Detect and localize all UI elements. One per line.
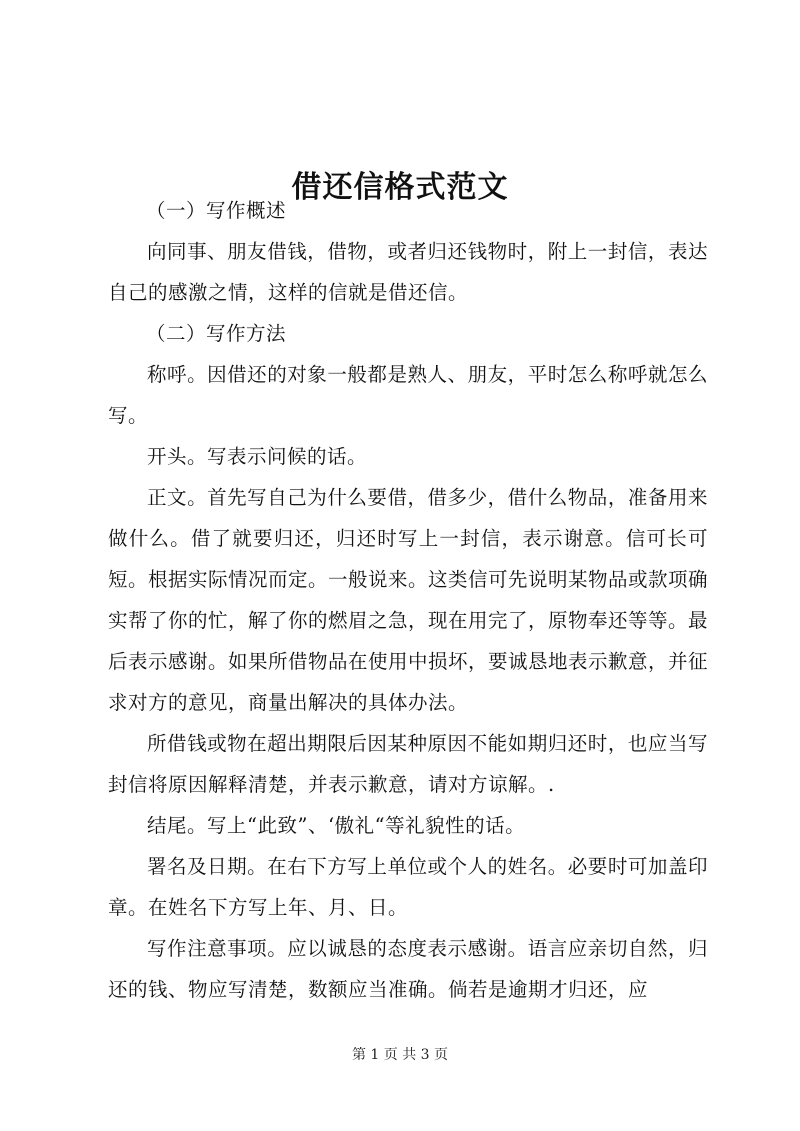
document-title: 借还信格式范文 xyxy=(291,170,509,206)
paragraph: 署名及日期。在右下方写上单位或个人的姓名。必要时可加盖印章。在姓名下方写上年、月、日。 xyxy=(108,855,708,919)
page-footer: 第 1 页 共 3 页 xyxy=(351,1047,449,1063)
paragraph: 写作注意事项。应以诚恳的态度表示感谢。语言应亲切自然，归还的钱、物应写清楚，数额应当准确。倘若是逾期才归还，应 xyxy=(108,937,708,1001)
paragraph: 称呼。因借还的对象一般都是熟人、朋友，平时怎么称呼就怎么写。 xyxy=(108,363,708,427)
paragraph: 结尾。写上“此致”、‘傲礼“等礼貌性的话。 xyxy=(147,814,526,837)
section-heading: （一）写作概述 xyxy=(146,199,287,222)
document-body xyxy=(108,190,708,1010)
paragraph: 开头。写表示问候的话。 xyxy=(147,445,368,468)
section-heading: （二）写作方法 xyxy=(146,322,287,345)
paragraph: 所借钱或物在超出期限后因某种原因不能如期归还时，也应当写封信将原因解释清楚，并表示歉意，请对方谅解。. xyxy=(108,732,708,796)
paragraph: 向同事、朋友借钱，借物，或者归还钱物时，附上一封信，表达自己的感激之情，这样的信就是借还信。 xyxy=(108,240,708,304)
paragraph: 正文。首先写自己为什么要借，借多少，借什么物品，准备用来做什么。借了就要归还，归还时写上一封信，表示谢意。信可长可短。根据实际情况而定。一般说来。这类信可先说明某物品或款项确实帮了你的忙，解了你的燃眉之急，现在用完了，原物奉还等等。最后表示感谢。如果所借物品在使用中损坏，要诚恳地表示歉意，并征求对方的意见，商量出解决的具体办法。 xyxy=(108,486,709,714)
